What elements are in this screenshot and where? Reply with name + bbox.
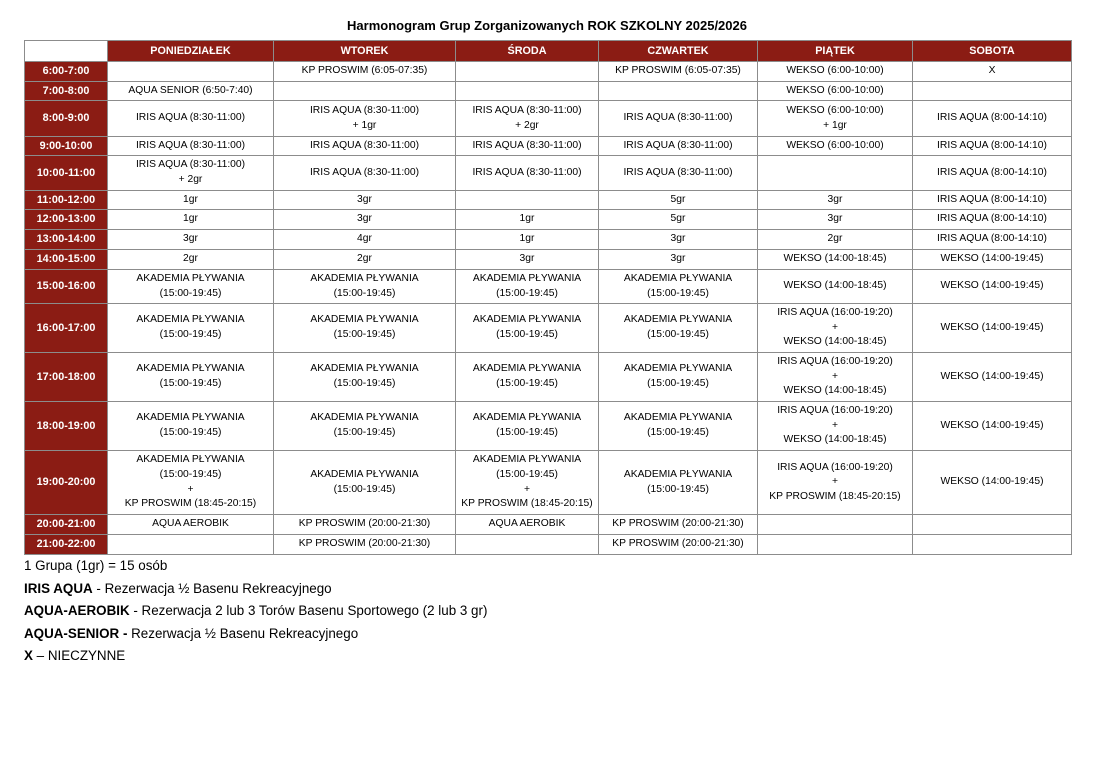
cell-text-line: KP PROSWIM (20:00-21:30) [298,518,431,530]
table-row [25,137,1072,156]
cell-text-line: AQUA AEROBIK [152,518,229,530]
cell-text-line: AKADEMIA PŁYWANIA [472,454,582,466]
cell-text-line: (15:00-19:45) [159,427,222,438]
schedule-cell-monday [108,210,274,230]
cell-text-line: AKADEMIA PŁYWANIA [310,314,419,326]
cell-text-line: IRIS AQUA (8:30-11:00) [623,112,733,124]
cell-text-line: IRIS AQUA (8:30-11:00) [472,139,582,151]
legend-term: AQUA-AEROBIK [24,603,130,618]
legend-term: AQUA-SENIOR - [24,625,128,641]
cell-text-line: WEKSO (14:00-18:45) [783,253,887,265]
cell-text-line: X [988,65,996,77]
cell-text-line: (15:00-19:45) [647,427,709,438]
schedule-cell-saturday [913,515,1072,535]
cell-text-line: AKADEMIA PŁYWANIA [136,363,245,375]
schedule-cell-saturday [913,82,1072,101]
table-row [25,515,1072,535]
cell-text-line: (15:00-19:45) [647,483,709,495]
schedule-cell-monday [108,137,274,156]
legend-term: X [24,648,33,663]
cell-text-line: (15:00-19:45) [333,483,396,495]
cell-text-line: IRIS AQUA (8:30-11:00) [472,104,582,116]
cell-text-line: IRIS AQUA (8:00-14:10) [937,233,1047,245]
day-header-saturday: SOBOTA [913,41,1072,62]
schedule-cell-friday [758,62,913,82]
schedule-cell-friday [758,250,913,270]
cell-text-line: IRIS AQUA (16:00-19:20) [777,356,893,368]
schedule-cell-saturday [913,535,1072,555]
cell-text-line: AKADEMIA PŁYWANIA [136,454,245,466]
cell-text-line: + [831,321,838,333]
legend-description: - Rezerwacja 2 lub 3 Torów Basenu Sportowego (2 lub 3 gr) [129,603,488,618]
table-row [25,250,1072,270]
cell-text-line: AKADEMIA PŁYWANIA [472,314,582,326]
cell-text-line: 1gr [519,233,535,245]
schedule-cell-monday [108,82,274,101]
time-slot-label: 16:00-17:00 [25,304,108,353]
schedule-cell-thursday [599,62,758,82]
schedule-cell-friday [758,101,913,137]
cell-text-line: (15:00-19:45) [496,378,558,389]
schedule-cell-monday [108,451,274,515]
day-header-monday: PONIEDZIAŁEK [108,41,274,62]
schedule-cell-tuesday [274,250,456,270]
schedule-cell-monday [108,304,274,353]
time-slot-label: 13:00-14:00 [25,230,108,250]
day-header-thursday: CZWARTEK [599,41,758,62]
time-slot-label: 18:00-19:00 [25,402,108,451]
schedule-cell-wednesday [456,62,599,82]
cell-text-line: WEKSO (6:00-10:00) [786,104,884,116]
schedule-cell-friday [758,304,913,353]
cell-text-line: 4gr [357,233,372,245]
cell-text-line: 2gr [183,253,198,265]
cell-text-line: IRIS AQUA (8:30-11:00) [309,104,420,116]
cell-text-line: 5gr [670,213,686,225]
schedule-cell-friday [758,230,913,250]
time-slot-label: 20:00-21:00 [25,515,108,535]
cell-text-line: AQUA AEROBIK [488,518,566,530]
schedule-cell-thursday [599,304,758,353]
cell-text-line: 5gr [670,193,686,205]
table-row [25,82,1072,101]
legend-item [24,645,487,668]
corner-cell [25,41,108,62]
schedule-cell-thursday [599,210,758,230]
time-slot-label: 10:00-11:00 [25,156,108,191]
cell-text-line: WEKSO (6:00-10:00) [786,84,884,96]
time-slot-label: 21:00-22:00 [25,535,108,555]
table-row [25,535,1072,555]
schedule-cell-wednesday [456,515,599,535]
cell-text-line: (15:00-19:45) [333,287,396,299]
table-row [25,230,1072,250]
legend-item [24,600,487,623]
cell-text-line: AKADEMIA PŁYWANIA [623,314,733,326]
time-slot-label: 7:00-8:00 [25,82,108,101]
schedule-cell-thursday [599,451,758,515]
schedule-cell-saturday [913,62,1072,82]
schedule-cell-wednesday [456,137,599,156]
schedule-cell-tuesday [274,101,456,137]
cell-text-line: AKADEMIA PŁYWANIA [472,363,582,375]
cell-text-line: AQUA SENIOR (6:50-7:40) [128,84,253,96]
cell-text-line: (15:00-19:45) [496,468,558,480]
cell-text-line: + 1gr [352,119,377,131]
cell-text-line: (15:00-19:45) [647,329,709,340]
schedule-cell-tuesday [274,402,456,451]
schedule-cell-saturday [913,250,1072,270]
table-row [25,101,1072,137]
cell-text-line: AKADEMIA PŁYWANIA [310,468,419,480]
schedule-cell-tuesday [274,230,456,250]
schedule-cell-friday [758,191,913,210]
cell-text-line: WEKSO (14:00-19:45) [940,280,1044,292]
cell-text-line: 3gr [827,213,843,225]
schedule-cell-saturday [913,270,1072,304]
cell-text-line: WEKSO (6:00-10:00) [786,139,884,151]
cell-text-line: (15:00-19:45) [496,287,558,299]
cell-text-line: WEKSO (14:00-19:45) [940,370,1044,382]
day-header-tuesday: WTOREK [274,41,456,62]
schedule-cell-tuesday [274,270,456,304]
time-slot-label: 14:00-15:00 [25,250,108,270]
legend-description: Rezerwacja ½ Basenu Rekreacyjnego [127,625,359,641]
time-slot-label: 8:00-9:00 [25,101,108,137]
schedule-cell-wednesday [456,191,599,210]
cell-text-line: 3gr [357,213,372,225]
schedule-cell-tuesday [274,191,456,210]
cell-text-line: KP PROSWIM (6:05-07:35) [615,65,741,77]
schedule-cell-monday [108,515,274,535]
cell-text-line: + 2gr [178,174,203,185]
day-header-wednesday: ŚRODA [456,41,599,62]
schedule-cell-friday [758,137,913,156]
schedule-cell-monday [108,402,274,451]
cell-text-line: (15:00-19:45) [496,427,558,438]
day-header-friday: PIĄTEK [758,41,913,62]
cell-text-line: IRIS AQUA (8:30-11:00) [623,166,733,178]
schedule-cell-thursday [599,230,758,250]
cell-text-line: 3gr [827,193,843,205]
schedule-cell-wednesday [456,402,599,451]
cell-text-line: IRIS AQUA (8:30-11:00) [472,166,582,178]
schedule-cell-monday [108,270,274,304]
cell-text-line: AKADEMIA PŁYWANIA [623,272,733,284]
cell-text-line: AKADEMIA PŁYWANIA [472,272,582,284]
schedule-cell-tuesday [274,156,456,191]
cell-text-line: WEKSO (14:00-18:45) [783,280,887,292]
cell-text-line: WEKSO (14:00-18:45) [783,336,887,348]
schedule-cell-thursday [599,156,758,191]
schedule-cell-thursday [599,353,758,402]
schedule-cell-tuesday [274,515,456,535]
cell-text-line: (15:00-19:45) [333,427,396,438]
time-slot-label: 11:00-12:00 [25,191,108,210]
cell-text-line: WEKSO (14:00-19:45) [940,476,1044,488]
schedule-cell-tuesday [274,137,456,156]
schedule-cell-tuesday [274,82,456,101]
cell-text-line: IRIS AQUA (8:00-14:10) [937,112,1047,124]
schedule-cell-monday [108,250,274,270]
cell-text-line: IRIS AQUA (8:00-14:10) [937,139,1047,151]
schedule-cell-saturday [913,210,1072,230]
schedule-cell-wednesday [456,535,599,555]
cell-text-line: IRIS AQUA (8:30-11:00) [623,139,733,151]
schedule-cell-monday [108,156,274,191]
schedule-cell-saturday [913,353,1072,402]
legend [24,555,487,668]
table-row [25,62,1072,82]
schedule-cell-saturday [913,191,1072,210]
schedule-cell-friday [758,451,913,515]
cell-text-line: AKADEMIA PŁYWANIA [310,412,419,424]
cell-text-line: IRIS AQUA (16:00-19:20) [777,461,893,473]
schedule-cell-thursday [599,270,758,304]
cell-text-line: + [831,370,838,382]
cell-text-line: KP PROSWIM (20:00-21:30) [612,538,744,550]
cell-text-line: WEKSO (14:00-19:45) [940,253,1044,265]
legend-item [24,555,487,578]
schedule-cell-saturday [913,451,1072,515]
schedule-cell-wednesday [456,353,599,402]
cell-text-line: 1gr [519,213,535,225]
cell-text-line: (15:00-19:45) [159,329,222,340]
cell-text-line: KP PROSWIM (18:45-20:15) [124,498,257,510]
schedule-cell-tuesday [274,62,456,82]
cell-text-line: (15:00-19:45) [159,287,222,299]
schedule-cell-tuesday [274,210,456,230]
cell-text-line: AKADEMIA PŁYWANIA [310,272,419,284]
schedule-cell-thursday [599,515,758,535]
cell-text-line: (15:00-19:45) [647,287,709,299]
table-row [25,353,1072,402]
cell-text-line: IRIS AQUA (8:00-14:10) [937,193,1047,205]
cell-text-line: (15:00-19:45) [159,468,222,480]
schedule-cell-friday [758,402,913,451]
cell-text-line: AKADEMIA PŁYWANIA [623,468,733,480]
cell-text-line: 3gr [519,253,535,265]
schedule-table [24,40,1072,555]
cell-text-line: AKADEMIA PŁYWANIA [136,272,245,284]
cell-text-line: + [523,483,530,495]
cell-text-line: IRIS AQUA (16:00-19:20) [777,307,893,319]
schedule-cell-monday [108,191,274,210]
cell-text-line: IRIS AQUA (8:30-11:00) [135,159,246,171]
schedule-cell-saturday [913,156,1072,191]
cell-text-line: 3gr [357,193,372,205]
schedule-cell-monday [108,230,274,250]
schedule-cell-friday [758,210,913,230]
schedule-cell-wednesday [456,156,599,191]
cell-text-line: KP PROSWIM (18:45-20:15) [461,498,593,510]
schedule-cell-thursday [599,535,758,555]
cell-text-line: + 2gr [515,119,539,131]
cell-text-line: IRIS AQUA (16:00-19:20) [777,405,893,417]
cell-text-line: + 1gr [823,119,847,131]
cell-text-line: + [831,419,838,431]
schedule-cell-friday [758,535,913,555]
schedule-cell-saturday [913,101,1072,137]
cell-text-line: AKADEMIA PŁYWANIA [623,412,733,424]
cell-text-line: 3gr [670,233,686,245]
cell-text-line: 2gr [357,253,372,265]
table-row [25,210,1072,230]
schedule-cell-wednesday [456,250,599,270]
schedule-cell-thursday [599,82,758,101]
table-row [25,451,1072,515]
schedule-cell-wednesday [456,230,599,250]
schedule-cell-thursday [599,101,758,137]
cell-text-line: AKADEMIA PŁYWANIA [136,412,245,424]
legend-item [24,578,487,601]
schedule-cell-saturday [913,137,1072,156]
page-title: Harmonogram Grup Zorganizowanych ROK SZKOLNY 2025/2026 [347,18,747,33]
cell-text-line: WEKSO (6:00-10:00) [786,65,884,77]
schedule-cell-monday [108,535,274,555]
schedule-cell-saturday [913,230,1072,250]
legend-description: – NIECZYNNE [32,648,126,663]
cell-text-line: 3gr [670,253,686,265]
schedule-cell-friday [758,353,913,402]
schedule-cell-friday [758,82,913,101]
table-row [25,270,1072,304]
legend-term: IRIS AQUA [24,580,93,596]
cell-text-line: WEKSO (14:00-18:45) [783,385,887,397]
header-row [25,41,1072,62]
cell-text-line: WEKSO (14:00-19:45) [940,321,1044,333]
cell-text-line: (15:00-19:45) [333,329,396,340]
legend-description: - Rezerwacja ½ Basenu Rekreacyjnego [92,580,332,596]
time-slot-label: 15:00-16:00 [25,270,108,304]
cell-text-line: IRIS AQUA (8:30-11:00) [309,166,420,178]
cell-text-line: (15:00-19:45) [159,378,222,389]
cell-text-line: KP PROSWIM (6:05-07:35) [301,65,428,77]
cell-text-line: 3gr [183,233,198,245]
cell-text-line: IRIS AQUA (8:00-14:10) [937,166,1047,178]
cell-text-line: 1gr [183,193,198,205]
schedule-cell-wednesday [456,210,599,230]
schedule-cell-wednesday [456,304,599,353]
cell-text-line: (15:00-19:45) [333,378,396,389]
schedule-cell-wednesday [456,101,599,137]
cell-text-line: (15:00-19:45) [647,378,709,389]
cell-text-line: KP PROSWIM (20:00-21:30) [612,518,744,530]
cell-text-line: AKADEMIA PŁYWANIA [472,412,582,424]
schedule-cell-thursday [599,250,758,270]
table-row [25,402,1072,451]
cell-text-line: IRIS AQUA (8:30-11:00) [135,139,246,151]
table-row [25,156,1072,191]
cell-text-line: WEKSO (14:00-19:45) [940,419,1044,431]
time-slot-label: 6:00-7:00 [25,62,108,82]
schedule-cell-wednesday [456,451,599,515]
schedule-cell-friday [758,156,913,191]
cell-text-line: WEKSO (14:00-18:45) [783,434,887,446]
cell-text-line: KP PROSWIM (18:45-20:15) [769,490,901,502]
cell-text-line: + [831,476,838,488]
table-row [25,191,1072,210]
cell-text-line: 2gr [827,233,843,245]
cell-text-line: AKADEMIA PŁYWANIA [136,314,245,326]
legend-item [24,623,487,646]
cell-text-line: (15:00-19:45) [496,329,558,340]
schedule-cell-friday [758,270,913,304]
time-slot-label: 9:00-10:00 [25,137,108,156]
schedule-cell-wednesday [456,82,599,101]
cell-text-line: AKADEMIA PŁYWANIA [310,363,419,375]
legend-description: 1 Grupa (1gr) = 15 osób [24,558,168,573]
cell-text-line: AKADEMIA PŁYWANIA [623,363,733,375]
cell-text-line: 1gr [183,213,198,225]
schedule-cell-thursday [599,137,758,156]
schedule-cell-saturday [913,402,1072,451]
schedule-cell-monday [108,353,274,402]
cell-text-line: + [187,483,194,495]
time-slot-label: 12:00-13:00 [25,210,108,230]
schedule-cell-tuesday [274,353,456,402]
cell-text-line: KP PROSWIM (20:00-21:30) [298,538,431,550]
schedule-cell-thursday [599,402,758,451]
schedule-cell-thursday [599,191,758,210]
table-row [25,304,1072,353]
schedule-cell-monday [108,101,274,137]
time-slot-label: 17:00-18:00 [25,353,108,402]
schedule-cell-tuesday [274,535,456,555]
schedule-cell-wednesday [456,270,599,304]
cell-text-line: IRIS AQUA (8:00-14:10) [937,213,1047,225]
schedule-cell-tuesday [274,304,456,353]
cell-text-line: IRIS AQUA (8:30-11:00) [135,112,246,124]
schedule-cell-monday [108,62,274,82]
time-slot-label: 19:00-20:00 [25,451,108,515]
schedule-cell-tuesday [274,451,456,515]
schedule-cell-saturday [913,304,1072,353]
cell-text-line: IRIS AQUA (8:30-11:00) [309,139,420,151]
schedule-cell-friday [758,515,913,535]
